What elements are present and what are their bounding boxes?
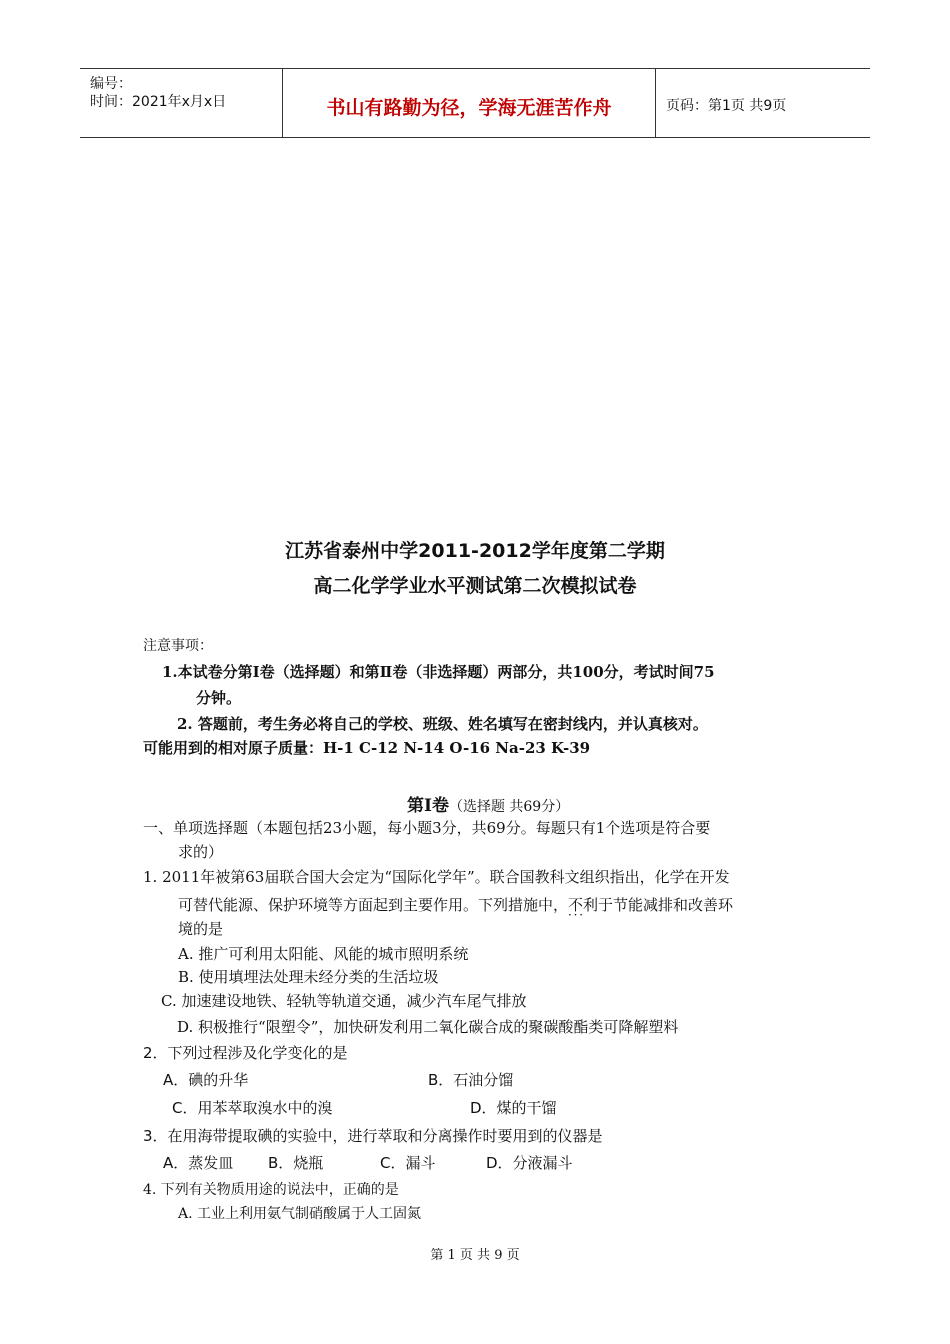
section-subtitle: （选择题 共69分） [448, 799, 570, 815]
q3-option-c: C．漏斗 [380, 1154, 436, 1172]
q2-stem: 2．下列过程涉及化学变化的是 [143, 1044, 348, 1062]
exam-title-line2: 高二化学学业水平测试第二次模拟试卷 [313, 575, 637, 597]
section-heading [407, 791, 569, 816]
q1-stem-post: 节能减排和改善环 [613, 896, 734, 914]
header-motto: 书山有路勤为径，学海无涯苦作舟 [326, 97, 612, 119]
q1-stem: 1. 2011年被第63届联合国大会定为“国际化学年”。联合国教科文组织指出，化学在开发 [143, 868, 730, 886]
doc-time-label: 时间：2021年x月x日 [90, 94, 227, 110]
q2-option-d: D．煤的干馏 [470, 1099, 557, 1117]
q1-option-b: B. 使用填埋法处理未经分类的生活垃圾 [178, 968, 439, 986]
section-instructions: 一、单项选择题（本题包括23小题，每小题3分，共69分。每题只有1个选项是符合要 [143, 819, 711, 837]
header-table [80, 68, 870, 138]
section-title: 第Ⅰ卷 [407, 796, 449, 816]
page-footer: 第 1 页 共 9 页 [430, 1248, 520, 1263]
q1-stem-cont [178, 894, 733, 915]
q4-stem: 4. 下列有关物质用途的说法中，正确的是 [143, 1182, 399, 1198]
notes-heading: 注意事项： [143, 638, 213, 654]
q3-option-d: D．分液漏斗 [486, 1154, 573, 1172]
q1-emphasis: 不利于 · · · [568, 894, 613, 915]
notes-item-2: 2. 答题前，考生务必将自己的学校、班级、姓名填写在密封线内，并认真核对。 [177, 715, 708, 733]
atomic-masses: 可能用到的相对原子质量：H-1 C-12 N-14 O-16 Na-23 K-39 [143, 739, 591, 757]
q3-option-b: B．烧瓶 [268, 1154, 324, 1172]
q1-stem-pre: 可替代能源、保护环境等方面起到主要作用。下列措施中， [178, 896, 569, 914]
q3-option-a: A．蒸发皿 [163, 1154, 234, 1172]
section-instructions-cont: 求的） [178, 843, 224, 861]
header-page-label: 页码：第1页 共9页 [666, 98, 787, 114]
header-center-cell [283, 69, 656, 137]
notes-item-1-cont: 分钟。 [196, 689, 242, 707]
q1-option-c: C. 加速建设地铁、轻轨等轨道交通，减少汽车尾气排放 [161, 992, 527, 1010]
notes-item-1: 1.本试卷分第Ⅰ卷（选择题）和第Ⅱ卷（非选择题）两部分，共100分，考试时间75 [162, 663, 715, 681]
q1-stem-end: 境的是 [178, 920, 224, 938]
q2-option-b: B．石油分馏 [428, 1071, 514, 1089]
q2-option-a: A．碘的升华 [163, 1071, 249, 1089]
exam-title-line1: 江苏省泰州中学2011-2012学年度第二学期 [285, 540, 665, 562]
q4-option-a: A. 工业上利用氨气制硝酸属于人工固氮 [178, 1206, 422, 1222]
q3-stem: 3．在用海带提取碘的实验中，进行萃取和分离操作时要用到的仪器是 [143, 1127, 603, 1145]
header-right-cell [656, 69, 870, 137]
header-left-cell [80, 69, 283, 137]
q1-option-a: A. 推广可利用太阳能、风能的城市照明系统 [178, 945, 469, 963]
doc-number-label: 编号： [90, 76, 132, 92]
q1-option-d: D. 积极推行“限塑令”，加快研发利用二氧化碳合成的聚碳酸酯类可降解塑料 [177, 1018, 679, 1036]
q2-option-c: C．用苯萃取溴水中的溴 [172, 1099, 333, 1117]
